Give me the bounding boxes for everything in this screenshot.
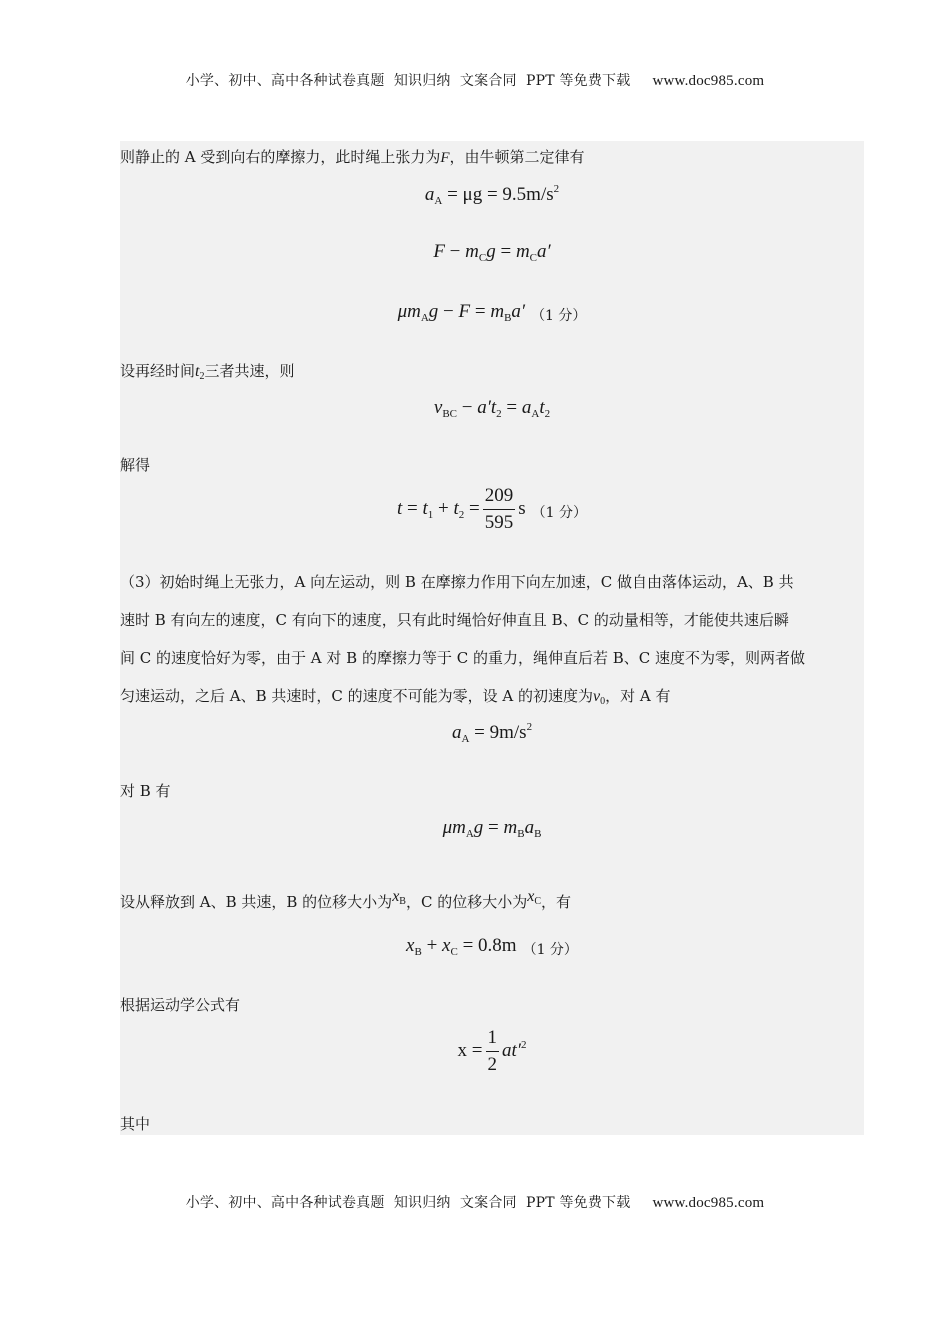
paragraph-3: 解得 — [120, 456, 151, 474]
paragraph-1: 则静止的 A 受到向右的摩擦力，此时绳上张力为F，由牛顿第二定律有 — [120, 148, 585, 166]
paragraph-2: 设再经时间$t_2$三者共速，则 — [120, 362, 295, 382]
paragraph-7: 根据运动学公式有 — [120, 996, 241, 1014]
equation-aA-9: $a_A = 9m/s^2$ — [451, 721, 533, 745]
paragraph-8: 其中 — [120, 1115, 151, 1133]
paragraph-4-line-1: （3）初始时绳上无张力，A 向左运动，则 B 在摩擦力作用下向左加速，C 做自由落体运动，A、B 共 — [120, 573, 794, 591]
var-F: F — [440, 150, 450, 166]
equation-kinematics: x = $\frac{1}{2}$ $at'^2$ — [457, 1027, 527, 1075]
header-text: 小学、初中、高中各种试卷真题 知识归纳 文案合同 PPT 等免费下载 — [185, 73, 631, 89]
equation-aB: $\mu m_Ag = m_Ba_B$ — [442, 817, 542, 840]
page-header — [0, 70, 950, 90]
footer-url[interactable]: www.doc985.com — [652, 1195, 765, 1211]
equation-friction-B: $\mu m_Ag - F = m_Ba'$ （1 分） — [397, 301, 587, 324]
footer-text: 小学、初中、高中各种试卷真题 知识归纳 文案合同 PPT 等免费下载 — [185, 1195, 631, 1211]
solution-panel — [120, 141, 864, 1135]
paragraph-5: 对 B 有 — [120, 782, 171, 800]
page-footer — [0, 1192, 950, 1212]
paragraph-4-line-3: 间 C 的速度恰好为零，由于 A 对 B 的摩擦力等于 C 的重力，绳伸直后若 B、C 速度不为零，则两者做 — [120, 649, 805, 667]
paragraph-6: 设从释放到 A、B 共速，B 的位移大小为$x_B$，C 的位移大小为$x_C$，有 — [120, 888, 572, 911]
paragraph-4-line-2: 速时 B 有向左的速度，C 有向下的速度，只有此时绳恰好伸直且 B、C 的动量相等，才能使共速后瞬 — [120, 611, 789, 629]
equation-common-velocity: $v_{BC} - a't_2 = a_At_2$ — [433, 397, 551, 420]
paragraph-4-line-4: 匀速运动，之后 A、B 共速时，C 的速度不可能为零，设 A 的初速度为$v_0$，对 A 有 — [120, 687, 671, 707]
equation-time-result: $t = t_1 + t_2$ = $\frac{209}{595}$ s （1 分） — [396, 485, 587, 533]
equation-aA: $a_A = \mu g = 9.5m/s^2$ — [424, 183, 560, 207]
score-note: （1 分） — [531, 308, 587, 324]
header-url[interactable]: www.doc985.com — [652, 73, 765, 89]
equation-displacement-sum: $x_B + x_C = 0.8m$ （1 分） — [406, 935, 578, 958]
equation-tension-C: $F - m_Cg = m_Ca'$ — [433, 241, 551, 264]
